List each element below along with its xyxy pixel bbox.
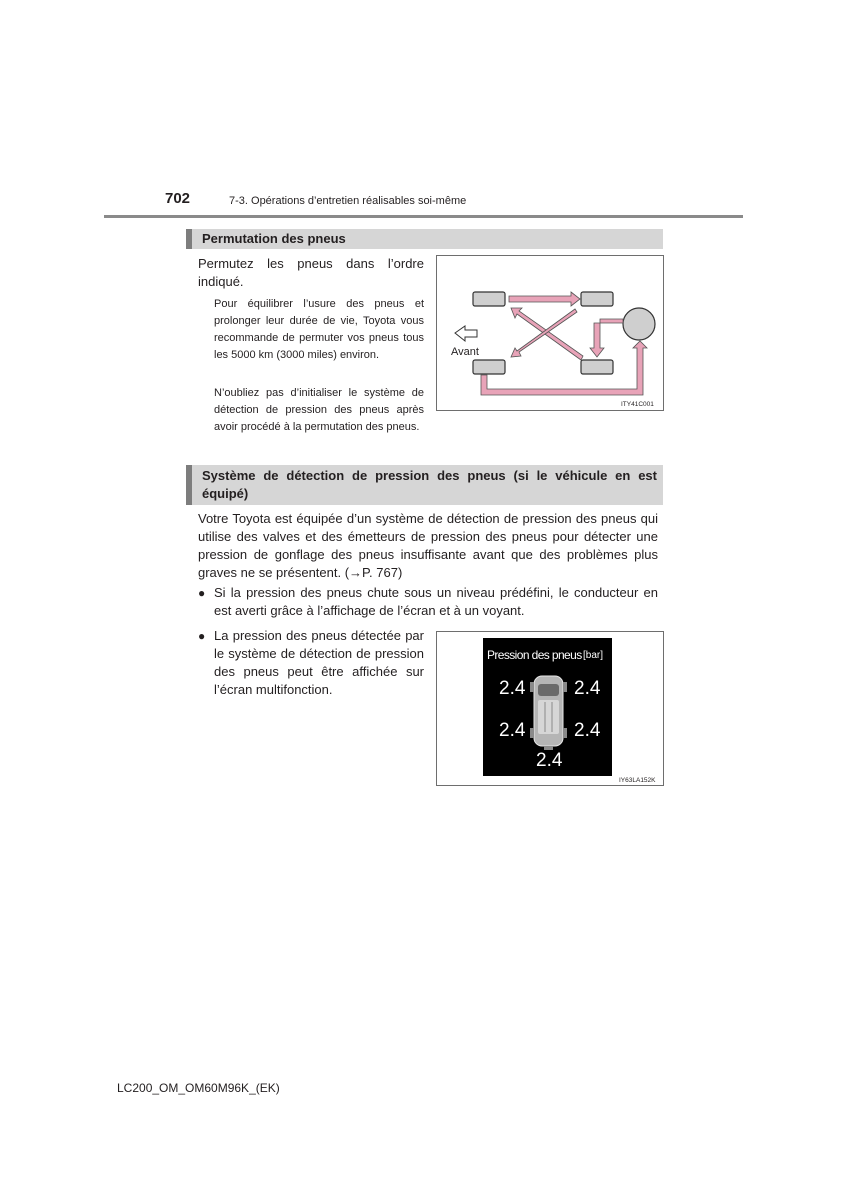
bullet-text: Si la pression des pneus chute sous un niveau prédéfini, le conducteur en est averti grâce à l’affichage de l’écran et à un voyant. [214,585,658,618]
section-title-tire-rotation: Permutation des pneus [186,229,663,249]
figure-code: ITY41C001 [621,401,654,408]
bullet-icon: ● [198,629,206,643]
display-unit: [bar] [583,650,604,661]
pressure-front-right: 2.4 [574,678,601,699]
arrow-fl-to-fr [509,292,580,306]
spare-tire [623,308,655,340]
document-code: LC200_OM_OM60M96K_(EK) [117,1081,280,1095]
pressure-display-svg [437,632,663,785]
pressure-spare: 2.4 [536,750,563,771]
rotation-arrows [481,292,647,395]
tire-front-right [581,292,613,306]
tire-rear-right [581,360,613,374]
pressure-rear-left: 2.4 [499,720,526,741]
section-title-tpms: Système de détection de pression des pneus (si le véhicule en est équipé) [186,465,663,505]
bullet-text: La pression des pneus détectée par le système de détection de pression des pneus peut être affichée sur l’écran multifonction. [214,628,424,697]
front-label: Avant [451,346,479,358]
rotation-instruction: Permutez les pneus dans l’ordre indiqué. [198,256,424,289]
tire-front-left [473,292,505,306]
tpms-description: Votre Toyota est équipée d’un système de détection de pression des pneus qui utilise des valves et des émetteurs de pression des pneus pour détecter une pression de gonflage des pneus insuffisante avant que des problèmes plus graves ne se présentent. (→P. 767) [198,511,658,580]
bullet-item-warning [198,584,658,620]
tire-rear-left [473,360,505,374]
rotation-diagram-svg [437,256,663,410]
page-number: 702 [165,190,191,207]
tire-rotation-diagram [436,255,664,411]
front-direction-arrow-icon [455,326,477,341]
tire-pressure-display-figure [436,631,664,786]
pressure-front-left: 2.4 [499,678,526,699]
arrow-spare-to-rr [590,319,623,357]
arrow-rl-to-spare [481,341,647,395]
bullet-item-display [198,627,424,699]
arrow-rr-to-fl [511,308,583,360]
bullet-icon: ● [198,586,206,600]
header-rule [104,215,743,218]
display-title: Pression des pneus [487,648,582,662]
rotation-interval-note: Pour équilibrer l’usure des pneus et prolonger leur durée de vie, Toyota vous recommande de permuter vos pneus tous les 5000 km (3000 miles) environ. [214,298,424,361]
figure-code: IY63LA152K [619,777,656,784]
tpms-reset-note: N’oubliez pas d’initialiser le système de détection de pression des pneus après avoir procédé à la permutation des pneus. [214,387,424,433]
pressure-rear-right: 2.4 [574,720,601,741]
vehicle-top-view-icon [530,676,567,750]
chapter-section-label: 7-3. Opérations d’entretien réalisables soi-même [229,195,467,207]
